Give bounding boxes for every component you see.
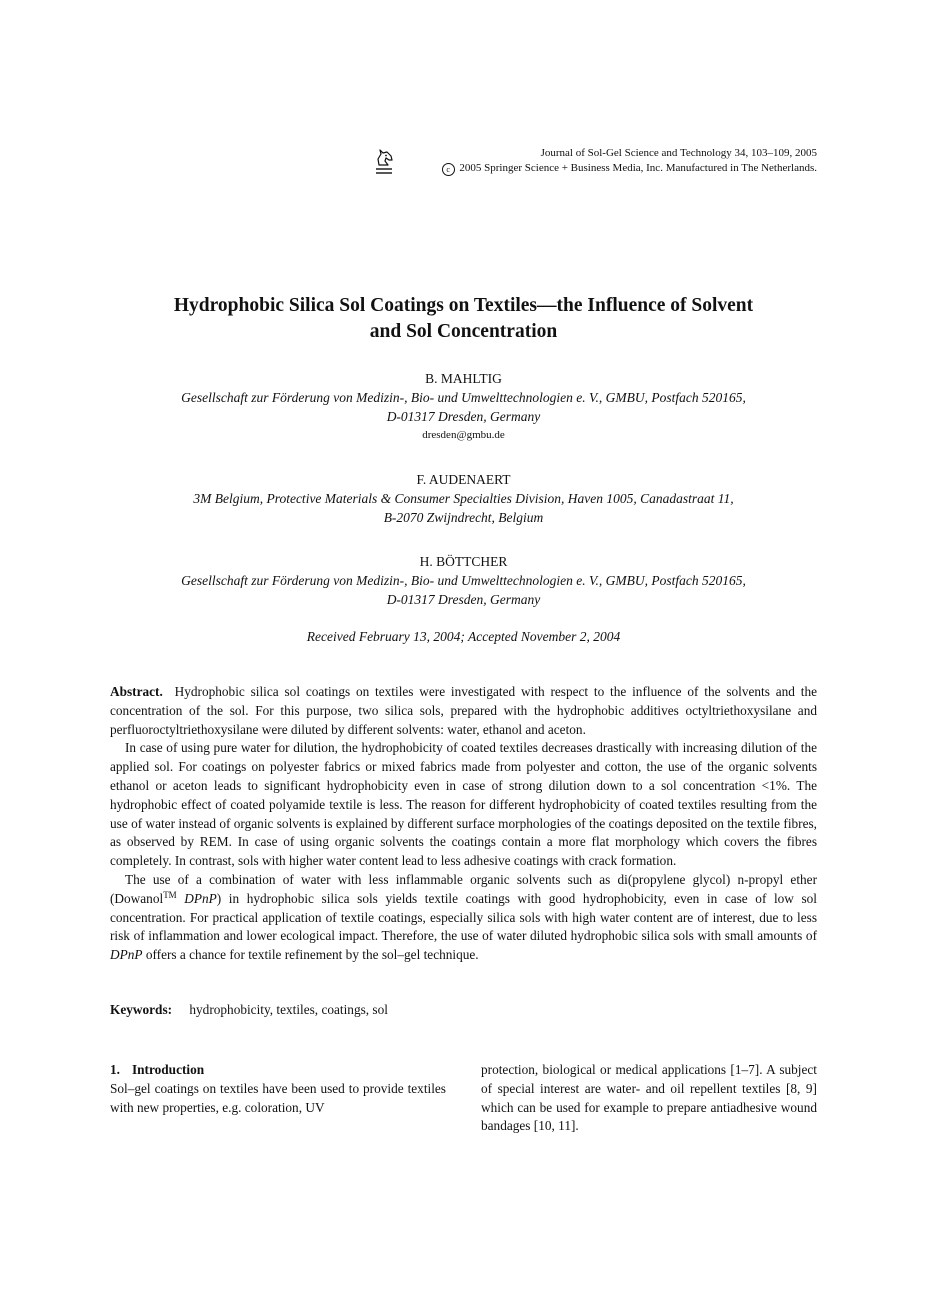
abstract-paragraph-2: In case of using pure water for dilution, the hydrophobicity of coated textiles decreases drastically with increasing dilution of the applied sol. For coatings on polyester fabrics or mixed fabrics made from polyester and cotton, the use of the organic solvents ethanol or aceton leads to significant hydrophobicity even in case of strong dilution down to a sol concentration <1%. The hydrophobic effect of coated polyamide textile is less. The reason for different hydrophobicity of coated textiles resulting from the use of water instead of organic solvents is explained by different surface morphologies of the coatings deposited on the textile fibres, as observed by REM. In case of using organic solvents the coatings contain a more flat morphology which covers the fibres completely. In contrast, sols with higher water content lead to less adhesive coatings with crack formation. — [110, 740, 817, 869]
author-affiliation: D-01317 Dresden, Germany — [386, 592, 541, 607]
keywords-heading: Keywords: — [110, 1002, 173, 1017]
paper-title — [110, 293, 817, 345]
keywords-text: hydrophobicity, textiles, coatings, sol — [189, 1002, 388, 1017]
author-affiliation: Gesellschaft zur Förderung von Medizin-, Bio- und Umwelttechnologien e. V., GMBU, Postfach 520165, — [181, 573, 746, 588]
copyright-symbol: c — [442, 163, 455, 176]
author-block-1 — [110, 369, 817, 445]
section-number: 1. — [110, 1062, 120, 1077]
journal-header — [370, 146, 817, 180]
abstract-text: Hydrophobic silica sol coatings on textiles were investigated with respect to the influence of the solvents and the concentration of the sol. For this purpose, two silica sols, prepared with the hydrophobic additives octyltriethoxysilane and perfluoroctyltriethoxysilane were diluted by different solvents: water, ethanol and aceton. — [110, 684, 817, 737]
product-name: DPnP — [184, 890, 217, 906]
column-right — [481, 1061, 817, 1136]
section-title: Introduction — [131, 1062, 205, 1077]
column-left — [110, 1061, 446, 1117]
journal-line: Journal of Sol-Gel Science and Technology 34, 103–109, 2005 — [540, 147, 817, 159]
copyright-line — [442, 161, 817, 176]
abstract-paragraph-3: The use of a combination of water with less inflammable organic solvents such as di(propylene glycol) n-propyl ether (Dowanol™ DPnP) in hydrophobic silica sols yields textile coatings with good hydrophobicity, even in case of low sol concentration. For practical application of textile coatings, especially silica sols with high water content are of interest, due to less risk of inflammation and lower ecological impact. Therefore, the use of water diluted hydrophobic silica sols with small amounts of DPnP offers a chance for textile refinement by the sol–gel technique. — [110, 871, 818, 963]
abstract — [110, 683, 817, 965]
title-line-2: and Sol Concentration — [369, 321, 558, 342]
author-block-3 — [110, 552, 817, 609]
author-affiliation: 3M Belgium, Protective Materials & Consumer Specialties Division, Haven 1005, Canadastraat 11, — [193, 491, 734, 506]
author-email[interactable]: dresden@gmbu.de — [422, 429, 505, 441]
author-affiliation: B-2070 Zwijndrecht, Belgium — [383, 510, 544, 525]
title-line-1: Hydrophobic Silica Sol Coatings on Textiles—the Influence of Solvent — [173, 295, 754, 316]
author-name: F. AUDENAERT — [416, 472, 511, 487]
body-paragraph: Sol–gel coatings on textiles have been used to provide textiles with new properties, e.g. coloration, UV — [110, 1080, 446, 1115]
keywords — [110, 1000, 817, 1019]
body-paragraph: protection, biological or medical applications [1–7]. A subject of special interest are water- and oil repellent textiles [8, 9] which can be used for example to prepare antiadhesive wound bandages [10, 11]. — [481, 1062, 817, 1134]
product-name: DPnP — [110, 947, 143, 963]
trademark-symbol: TM — [163, 889, 177, 900]
author-name: H. BÖTTCHER — [419, 554, 508, 569]
section-heading-introduction — [110, 1061, 446, 1080]
abstract-paragraph-1 — [110, 683, 817, 739]
abstract-heading: Abstract. — [110, 684, 163, 699]
journal-citation — [442, 146, 817, 176]
author-name: B. MAHLTIG — [425, 371, 502, 386]
author-block-2 — [110, 470, 817, 527]
received-dates: Received February 13, 2004; Accepted November 2, 2004 — [306, 629, 621, 644]
copyright-text: 2005 Springer Science + Business Media, Inc. Manufactured in The Netherlands. — [459, 162, 817, 174]
author-affiliation: Gesellschaft zur Förderung von Medizin-, Bio- und Umwelttechnologien e. V., GMBU, Postfach 520165, — [181, 390, 746, 405]
author-affiliation: D-01317 Dresden, Germany — [386, 409, 541, 424]
springer-knight-logo-icon — [373, 147, 395, 177]
